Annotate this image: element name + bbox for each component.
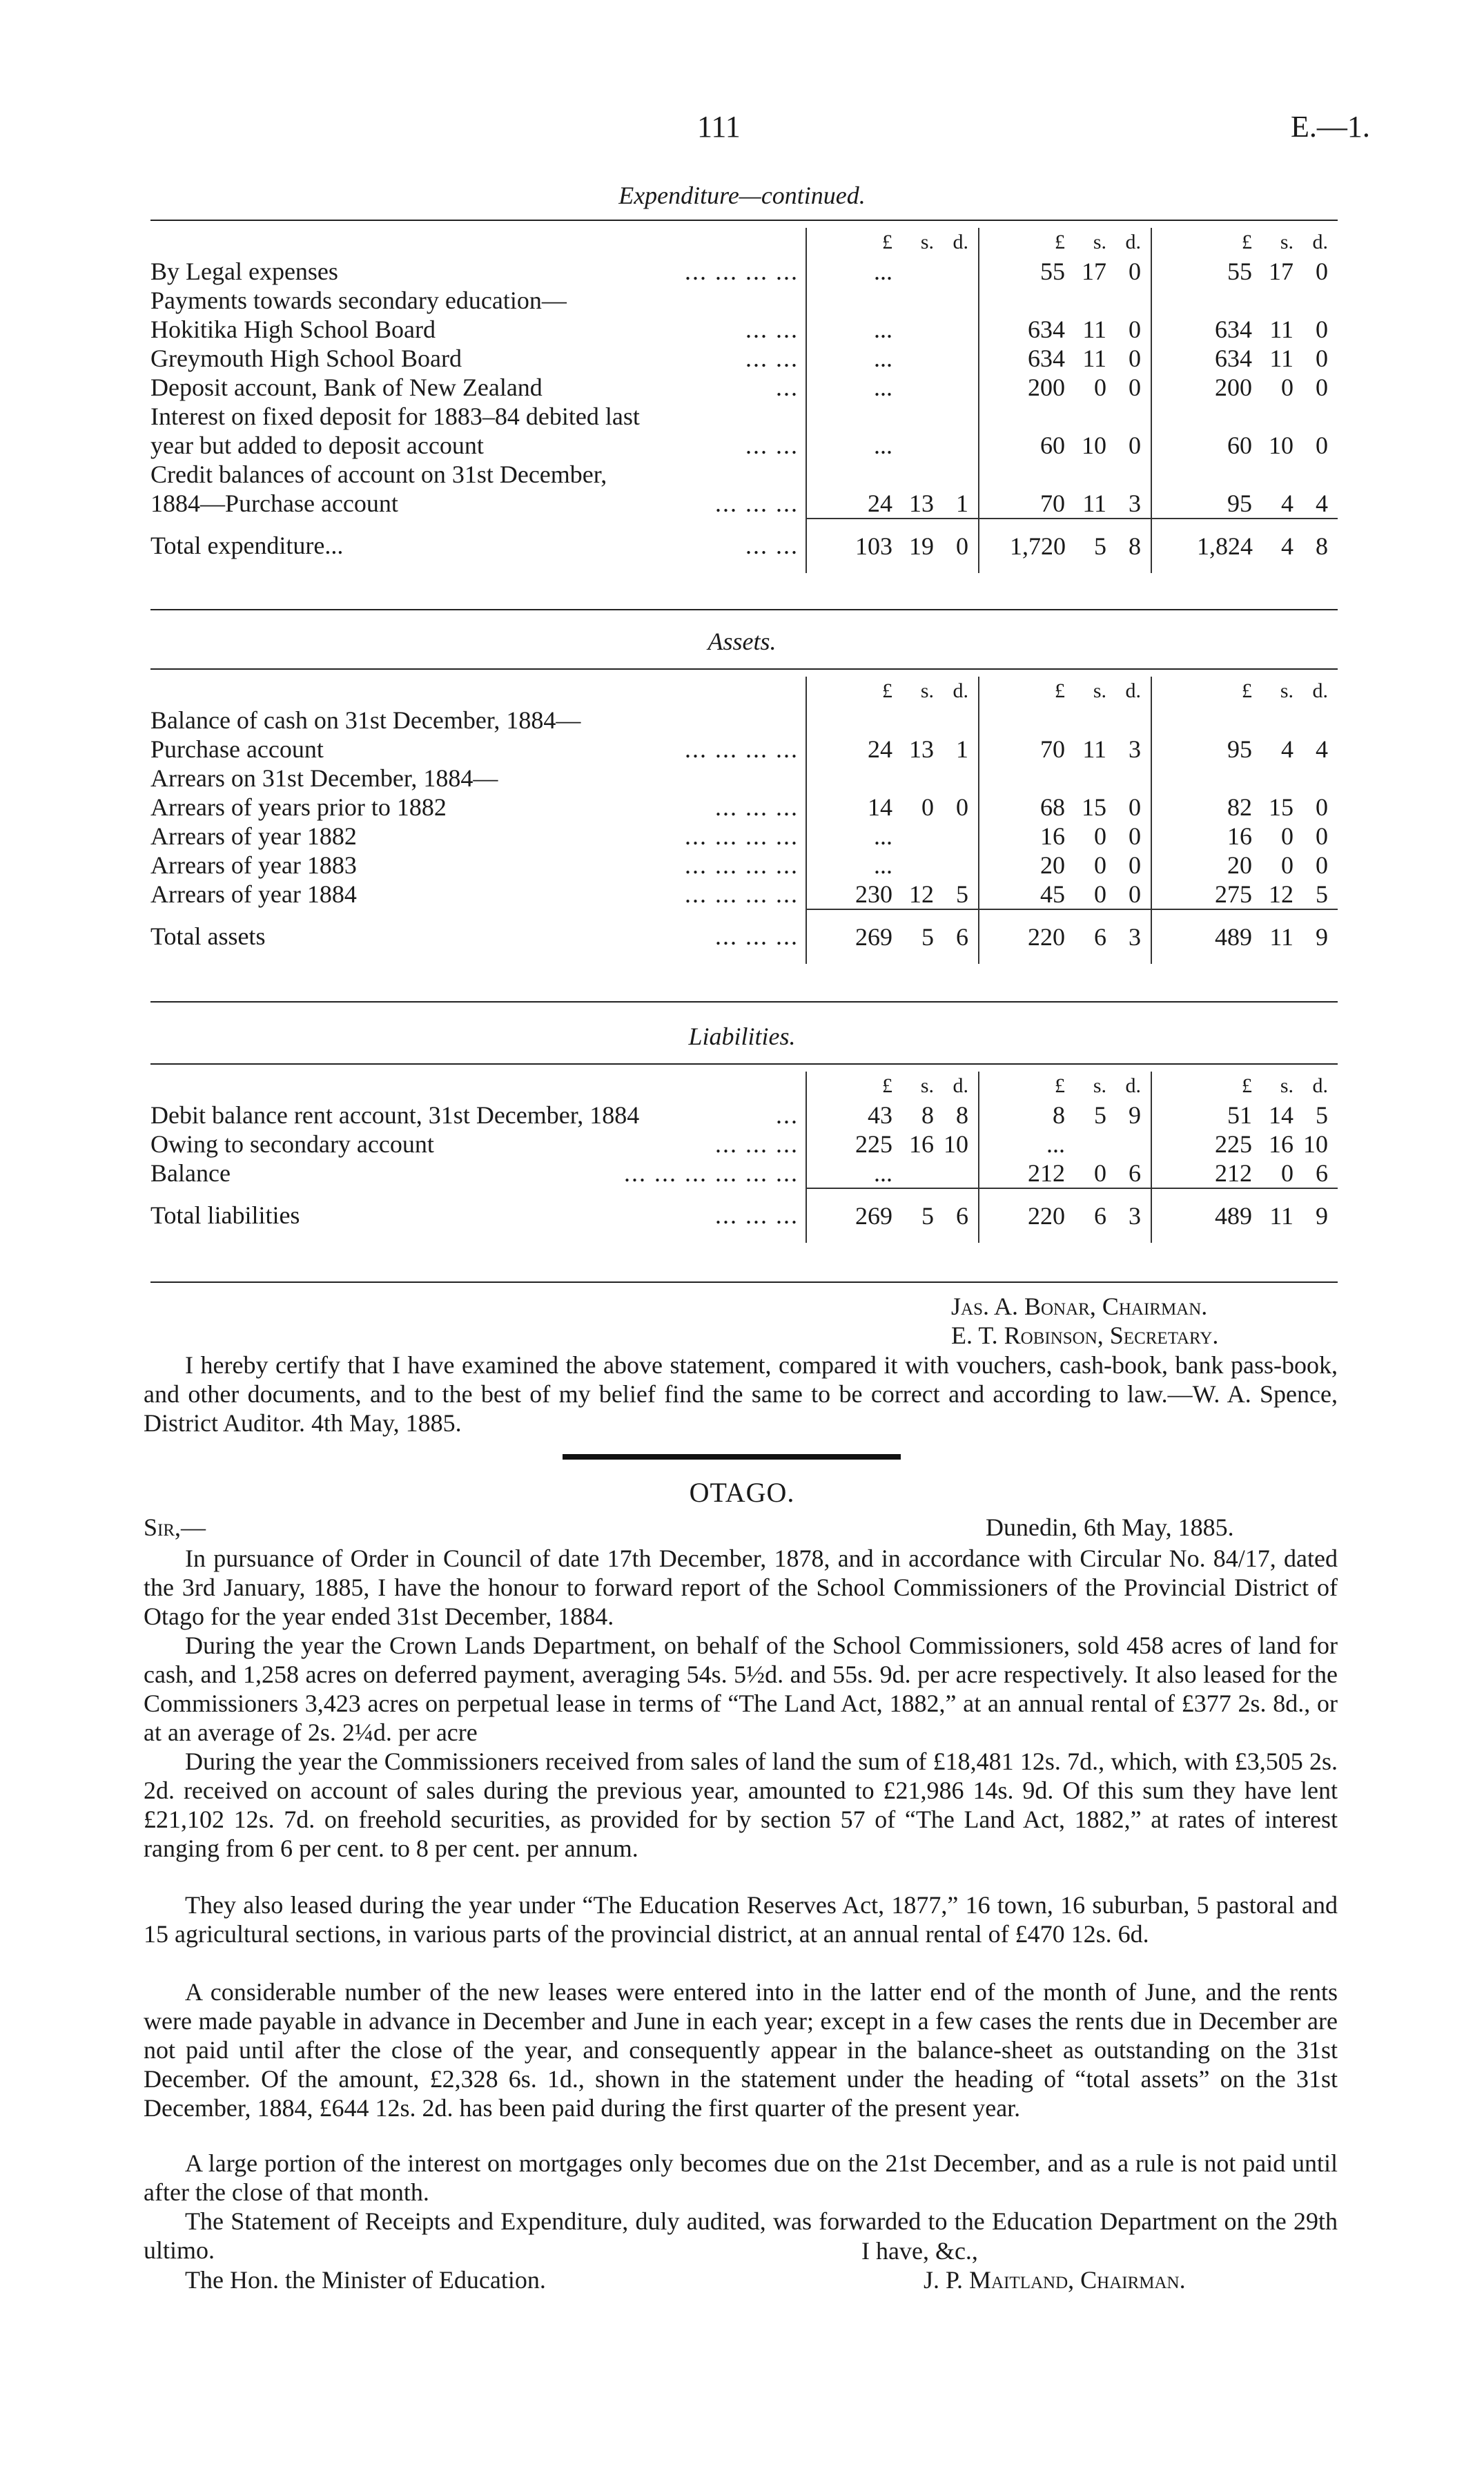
shillings: 17 (1082, 258, 1106, 285)
pounds: ... (874, 822, 892, 850)
shilling-sign: s. (920, 679, 934, 702)
shillings (892, 257, 934, 286)
assets-row (150, 735, 1338, 764)
shillings: 11 (1082, 316, 1106, 343)
leader-dots: ... (776, 1101, 799, 1129)
shillings: 0 (1094, 374, 1106, 401)
pounds: 24 (868, 735, 892, 763)
shillings: 15 (1082, 793, 1106, 821)
shillings: 0 (1281, 374, 1293, 401)
pounds: ... (1046, 1130, 1065, 1158)
pounds: 8 (1053, 1101, 1065, 1129)
pence: 0 (1316, 793, 1328, 821)
row-label: Payments towards secondary education— (150, 287, 567, 314)
shillings (892, 851, 934, 880)
shillings: 13 (909, 735, 934, 763)
rule (150, 668, 1338, 670)
pence: 6 (1316, 1159, 1328, 1187)
paragraph-3: During the year the Commissioners received from sales of land the sum of £18,481 12s. 7d., which, with £3,505 2s. 2d. received on account of sales during the previous year, amounted to £21,986 14s. 9d. Of this sum they have lent £21,102 12s. 7d. on freehold securities, as provided for by section 57 of “The Land Act, 1882,” at rates of interest ranging from 6 per cent. to 8 per cent. per annum. (144, 1748, 1338, 1862)
shillings: 16 (909, 1130, 934, 1158)
assets-row (150, 822, 1338, 851)
liabilities-heading: Liabilities. (688, 1023, 796, 1050)
pence (934, 344, 968, 373)
expenditure-total-row (150, 519, 1338, 573)
shillings (892, 344, 934, 373)
assets-row (150, 764, 1338, 793)
shillings: 11 (1082, 490, 1106, 517)
shillings: 10 (1082, 432, 1106, 459)
leader-dots: ... ... (745, 316, 799, 343)
expenditure-heading: Expenditure—continued. (618, 182, 866, 209)
pence: 5 (1316, 1101, 1328, 1129)
shillings: 6 (1094, 923, 1106, 951)
shillings: 0 (1094, 822, 1106, 850)
shillings: 12 (909, 880, 934, 908)
shillings: 0 (921, 793, 934, 821)
paragraph-1: In pursuance of Order in Council of date 17th December, 1878, and in accordance with Circular No. 84/17, dated the 3rd January, 1885, I have the honour to forward report of the School Commissioners of the Provincial District of Otago for the year ended 31st December, 1884. (144, 1545, 1338, 1630)
leader-dots: ... ... ... (715, 1201, 799, 1229)
pence (934, 315, 968, 344)
pounds: 1,824 (1197, 532, 1253, 560)
pence: 0 (1129, 851, 1141, 879)
pence: 0 (1316, 374, 1328, 401)
pence (934, 257, 968, 286)
pounds: 634 (1028, 316, 1065, 343)
expenditure-row (150, 315, 1338, 344)
shillings: 0 (1094, 880, 1106, 908)
shilling-sign: s. (1093, 1074, 1106, 1097)
pounds: 16 (1227, 822, 1252, 850)
auditor-certificate: I hereby certify that I have examined the above statement, compared it with vouchers, cash-book, bank pass-book, and other documents, and to the best of my belief find the same to be correct and according to law.—W. A. Spence, District Auditor. 4th May, 1885. (144, 1351, 1338, 1437)
shillings: 19 (909, 532, 934, 560)
pounds: 269 (855, 1202, 892, 1230)
shillings: 5 (1094, 532, 1106, 560)
pence: 3 (1129, 490, 1141, 517)
pence (934, 1159, 968, 1188)
liabilities-table (150, 1072, 1338, 1243)
pence: 5 (956, 880, 968, 908)
shilling-sign: s. (1280, 1074, 1293, 1097)
pence: 8 (1316, 532, 1328, 560)
section-divider (563, 1454, 901, 1460)
row-label: Hokitika High School Board (150, 316, 436, 343)
shillings: 0 (1094, 1159, 1106, 1187)
row-label: Greymouth High School Board (150, 345, 462, 372)
pence-sign: d. (953, 231, 968, 253)
pence (934, 373, 968, 402)
pence: 0 (1129, 822, 1141, 850)
pounds: ... (874, 316, 892, 343)
leader-dots: ... ... ... (715, 793, 799, 821)
leader-dots: ... ... (745, 345, 799, 372)
shillings: 5 (1094, 1101, 1106, 1129)
shillings: 11 (1269, 1202, 1293, 1230)
salutation: Sir,— (144, 1513, 206, 1541)
shillings (892, 431, 934, 460)
pounds: 51 (1227, 1101, 1252, 1129)
shillings: 10 (1269, 432, 1293, 459)
pound-sign: £ (1242, 231, 1252, 253)
paragraph-5: A considerable number of the new leases were entered into in the latter end of the month of June, and the rents were made payable in advance in December and June in each year; except in a few cases the rents due in December are not paid until after the close of the year, and consequently appear in the balance-sheet as outstanding on the 31st December. Of the amount, £2,328 6s. 1d., shown in the statement under the heading of “total assets” on the 31st December, 1884, £644 12s. 2d. has been paid during the first quarter of the present year. (144, 1978, 1338, 2122)
rule (150, 220, 1338, 221)
pence: 0 (956, 793, 968, 821)
pounds: 16 (1040, 822, 1065, 850)
pence: 10 (1303, 1130, 1328, 1158)
pounds: 43 (868, 1101, 892, 1129)
assets-row (150, 706, 1338, 735)
assets-heading: Assets. (707, 628, 777, 655)
pence: 4 (1316, 735, 1328, 763)
row-label: Purchase account (150, 735, 324, 763)
paragraph-7: The Statement of Receipts and Expenditure, duly audited, was forwarded to the Education Department on the 29th ultimo. (144, 2207, 1338, 2264)
pounds: 82 (1227, 793, 1252, 821)
pounds: ... (874, 345, 892, 372)
pence: 9 (1316, 923, 1328, 951)
row-label: Owing to secondary account (150, 1130, 434, 1158)
leader-dots: ... ... ... ... (685, 735, 799, 763)
page-number: 111 (697, 110, 741, 144)
liabilities-row (150, 1130, 1338, 1159)
shillings: 0 (1281, 1159, 1293, 1187)
pence (1106, 1130, 1141, 1159)
leader-dots: ... ... ... (715, 490, 799, 517)
document-reference: E.—1. (1291, 110, 1370, 144)
pound-sign: £ (1242, 1074, 1252, 1097)
pence: 0 (1129, 793, 1141, 821)
pence: 0 (1129, 258, 1141, 285)
pound-sign: £ (1242, 679, 1252, 702)
leader-dots: ... ... ... ... (685, 851, 799, 879)
pence-sign: d. (1125, 231, 1141, 253)
addressee: The Hon. the Minister of Education. (185, 2266, 546, 2294)
pence: 3 (1129, 1202, 1141, 1230)
shillings: 11 (1269, 345, 1293, 372)
row-label: Debit balance rent account, 31st December, 1884 (150, 1101, 640, 1129)
shillings: 8 (921, 1101, 934, 1129)
expenditure-table (150, 228, 1338, 573)
shillings: 12 (1269, 880, 1293, 908)
total-label: Total liabilities (150, 1201, 300, 1229)
shillings: 4 (1281, 735, 1293, 763)
pence-sign: d. (1312, 679, 1328, 702)
row-label: Arrears of year 1883 (150, 851, 357, 879)
pounds: 489 (1215, 923, 1252, 951)
pounds: 20 (1040, 851, 1065, 879)
shillings: 0 (1281, 822, 1293, 850)
shilling-sign: s. (1280, 231, 1293, 253)
pounds: ... (874, 851, 892, 879)
pence: 0 (1316, 851, 1328, 879)
pence: 3 (1129, 735, 1141, 763)
liabilities-row (150, 1101, 1338, 1130)
rule (150, 1001, 1338, 1003)
rule (150, 1063, 1338, 1065)
shillings: 17 (1269, 258, 1293, 285)
pence-sign: d. (1125, 1074, 1141, 1097)
shillings: 11 (1082, 735, 1106, 763)
shillings: 11 (1082, 345, 1106, 372)
row-label: By Legal expenses (150, 258, 338, 285)
currency-header-row (150, 677, 1338, 706)
pounds: 634 (1215, 316, 1252, 343)
pounds: 95 (1227, 735, 1252, 763)
shilling-sign: s. (1093, 679, 1106, 702)
shilling-sign: s. (920, 1074, 934, 1097)
pounds: 45 (1040, 880, 1065, 908)
row-label: Credit balances of account on 31st December, (150, 461, 607, 488)
pounds: 70 (1040, 735, 1065, 763)
pounds: 60 (1040, 432, 1065, 459)
leader-dots: ... ... ... ... (685, 258, 799, 285)
leader-dots: ... ... ... (715, 1130, 799, 1158)
pounds: 220 (1028, 1202, 1065, 1230)
pounds: 212 (1028, 1159, 1065, 1187)
shillings: 16 (1269, 1130, 1293, 1158)
pence-sign: d. (953, 679, 968, 702)
pounds: 24 (868, 490, 892, 517)
chairman-signature: Jas. A. Bonar, Chairman. (951, 1293, 1208, 1320)
pounds: 212 (1215, 1159, 1252, 1187)
expenditure-row (150, 460, 1338, 489)
pence: 0 (1316, 258, 1328, 285)
shillings: 5 (921, 923, 934, 951)
expenditure-row (150, 286, 1338, 315)
pence: 0 (956, 532, 968, 560)
rule (150, 1281, 1338, 1283)
leader-dots: ... ... ... ... (685, 822, 799, 850)
pounds: 95 (1227, 490, 1252, 517)
shillings (1065, 1130, 1106, 1159)
leader-dots: ... ... (745, 532, 799, 559)
pounds: 225 (1215, 1130, 1252, 1158)
paragraph-4: They also leased during the year under “The Education Reserves Act, 1877,” 16 town, 16 suburban, 5 pastoral and 15 agricultural sections, in various parts of the provincial district, at an annual rental of £470 12s. 6d. (144, 1891, 1338, 1948)
row-label: Arrears of year 1882 (150, 822, 357, 850)
pence: 6 (1129, 1159, 1141, 1187)
pence-sign: d. (1125, 679, 1141, 702)
pounds: 1,720 (1010, 532, 1066, 560)
place-date: Dunedin, 6th May, 1885. (986, 1513, 1234, 1541)
pence: 0 (1316, 345, 1328, 372)
pence-sign: d. (1312, 231, 1328, 253)
row-label: Deposit account, Bank of New Zealand (150, 374, 543, 401)
pence: 5 (1316, 880, 1328, 908)
pound-sign: £ (882, 679, 892, 702)
pounds: ... (874, 374, 892, 401)
leader-dots: ... ... ... ... (685, 880, 799, 908)
shillings (892, 1159, 934, 1188)
pound-sign: £ (1055, 679, 1065, 702)
expenditure-row (150, 402, 1338, 431)
pence: 0 (1316, 316, 1328, 343)
pence: 1 (956, 735, 968, 763)
pence (934, 822, 968, 851)
pounds: ... (874, 1159, 892, 1187)
pence: 8 (1129, 532, 1141, 560)
pounds: 55 (1040, 258, 1065, 285)
assets-total-row (150, 909, 1338, 964)
shillings: 11 (1269, 316, 1293, 343)
pence: 0 (1129, 345, 1141, 372)
shillings: 4 (1281, 490, 1293, 517)
row-label: year but added to deposit account (150, 432, 484, 459)
row-label: Arrears of year 1884 (150, 880, 357, 908)
total-label: Total expenditure... (150, 532, 344, 559)
paragraph-6: A large portion of the interest on mortgages only becomes due on the 21st December, and as a rule is not paid until after the close of that month. (144, 2149, 1338, 2206)
currency-header-row (150, 228, 1338, 257)
row-label: 1884—Purchase account (150, 490, 398, 517)
pounds: 489 (1215, 1202, 1252, 1230)
row-label: Arrears on 31st December, 1884— (150, 764, 498, 792)
pence: 9 (1316, 1202, 1328, 1230)
pence: 4 (1316, 490, 1328, 517)
row-label: Balance of cash on 31st December, 1884— (150, 706, 581, 734)
leader-dots: ... ... ... (715, 922, 799, 950)
pounds: 200 (1215, 374, 1252, 401)
expenditure-row (150, 431, 1338, 460)
row-label: Arrears of years prior to 1882 (150, 793, 447, 821)
pence: 0 (1129, 374, 1141, 401)
pounds: 275 (1215, 880, 1252, 908)
pounds: ... (874, 258, 892, 285)
shilling-sign: s. (1093, 231, 1106, 253)
shillings (892, 315, 934, 344)
pence: 10 (944, 1130, 968, 1158)
shillings (892, 373, 934, 402)
pounds: 634 (1028, 345, 1065, 372)
shillings: 13 (909, 490, 934, 517)
shillings: 0 (1281, 851, 1293, 879)
pounds: 200 (1028, 374, 1065, 401)
pence: 0 (1129, 880, 1141, 908)
pence: 1 (956, 490, 968, 517)
pence: 8 (956, 1101, 968, 1129)
secretary-signature: E. T. Robinson, Secretary. (951, 1322, 1219, 1349)
pound-sign: £ (882, 231, 892, 253)
pence (934, 851, 968, 880)
shillings: 0 (1094, 851, 1106, 879)
shillings: 14 (1269, 1101, 1293, 1129)
pounds: 55 (1227, 258, 1252, 285)
pounds: 20 (1227, 851, 1252, 879)
row-label: Balance (150, 1159, 231, 1187)
pounds: 14 (868, 793, 892, 821)
assets-row (150, 851, 1338, 880)
pound-sign: £ (882, 1074, 892, 1097)
otago-title: OTAGO. (689, 1477, 795, 1508)
rule (150, 609, 1338, 610)
expenditure-row (150, 489, 1338, 519)
expenditure-row (150, 373, 1338, 402)
pence: 0 (1129, 316, 1141, 343)
pounds: 634 (1215, 345, 1252, 372)
signatory: J. P. Maitland, Chairman. (924, 2266, 1186, 2294)
pounds: 230 (855, 880, 892, 908)
pence: 6 (956, 923, 968, 951)
pence: 0 (1316, 822, 1328, 850)
pound-sign: £ (1055, 1074, 1065, 1097)
expenditure-row (150, 257, 1338, 286)
pence-sign: d. (1312, 1074, 1328, 1097)
pounds: 68 (1040, 793, 1065, 821)
currency-header-row (150, 1072, 1338, 1101)
pounds: 220 (1028, 923, 1065, 951)
pounds: 70 (1040, 490, 1065, 517)
shilling-sign: s. (920, 231, 934, 253)
pence: 0 (1129, 432, 1141, 459)
pence (934, 431, 968, 460)
total-label: Total assets (150, 922, 266, 950)
shillings: 6 (1094, 1202, 1106, 1230)
liabilities-total-row (150, 1188, 1338, 1243)
paragraph-2: During the year the Crown Lands Department, on behalf of the School Commissioners, sold 458 acres of land for cash, and 1,258 acres on deferred payment, averaging 54s. 5½d. and 55s. 9d. per acre respectively. It also leased for the Commissioners 3,423 acres on perpetual lease in terms of “The Land Act, 1882,” at an annual rental of £377 2s. 8d., or at an average of 2s. 2¼d. per acre (144, 1632, 1338, 1746)
closing: I have, &c., (861, 2237, 978, 2265)
assets-table (150, 677, 1338, 964)
pounds: 225 (855, 1130, 892, 1158)
pence: 3 (1129, 923, 1141, 951)
leader-dots: ... ... ... ... ... ... (624, 1159, 799, 1187)
pence-sign: d. (953, 1074, 968, 1097)
shillings: 5 (921, 1202, 934, 1230)
pounds: 269 (855, 923, 892, 951)
shillings (892, 822, 934, 851)
leader-dots: ... ... (745, 432, 799, 459)
pounds: ... (874, 432, 892, 459)
expenditure-row (150, 344, 1338, 373)
assets-row (150, 793, 1338, 822)
shillings: 4 (1281, 532, 1293, 560)
shillings: 11 (1269, 923, 1293, 951)
pounds: 60 (1227, 432, 1252, 459)
leader-dots: ... (776, 374, 799, 401)
pound-sign: £ (1055, 231, 1065, 253)
row-label: Interest on fixed deposit for 1883–84 debited last (150, 403, 640, 430)
pence: 0 (1316, 432, 1328, 459)
pence: 6 (956, 1202, 968, 1230)
shilling-sign: s. (1280, 679, 1293, 702)
shillings: 15 (1269, 793, 1293, 821)
liabilities-row (150, 1159, 1338, 1188)
pence: 9 (1129, 1101, 1141, 1129)
pounds: 103 (855, 532, 892, 560)
assets-row (150, 880, 1338, 909)
